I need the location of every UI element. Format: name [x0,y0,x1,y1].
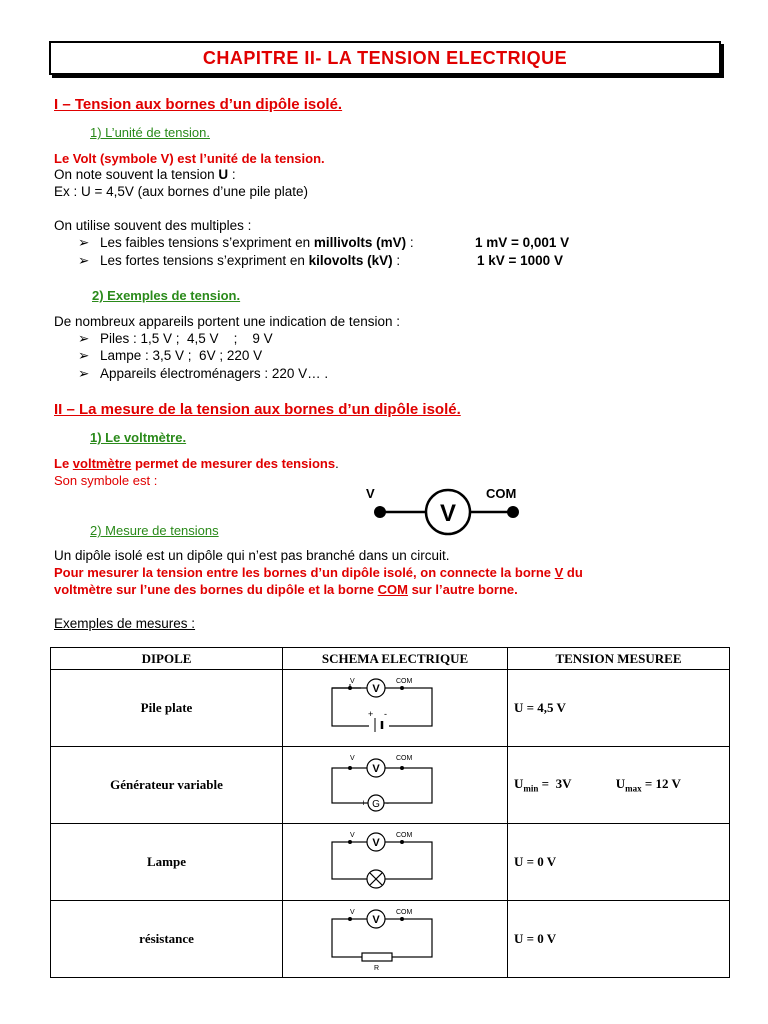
section2-heading: II – La mesure de la tension aux bornes d’un dipôle isolé. [54,401,461,418]
tension-note-suffix: : [228,167,236,182]
resistor-icon [362,953,392,961]
rule-part1: Pour mesurer la tension entre les bornes d’un dipôle isolé, on connecte la borne [54,565,555,580]
plus-sign: + [361,798,367,808]
measure-rule-line1 [54,564,583,581]
tension-cell [508,747,730,824]
umin-value: = 3V [538,776,572,792]
chapter-title: CHAPITRE II- LA TENSION ELECTRIQUE [202,47,568,68]
umax-value: = 12 V [641,776,681,792]
dipole-cell: Générateur variable [51,747,283,824]
mult2-value: 1 kV = 1000 V [477,253,563,268]
voltmeter-dot: . [335,456,339,471]
voltmeter-com-terminal-dot [507,506,519,518]
header-dipole: DIPOLE [51,648,283,670]
v-terminal [348,766,352,770]
section2-sub1: 1) Le voltmètre. [90,430,187,445]
multiple-item-mv [78,234,414,251]
v-label: V [350,832,355,839]
section1-sub1: 1) L’unité de tension. [90,125,210,140]
com-label: COM [396,755,413,762]
chapter-title-box [49,41,721,75]
arrow-bullet-icon: ➢ [78,235,90,250]
example-item-piles [78,330,273,347]
table-row [51,901,730,978]
mult2-unit: kilovolts (kV) [308,253,393,268]
multiple-item-kv [78,252,400,269]
volt-definition: Le Volt (symbole V) est l’unité de la tension. [54,151,325,166]
meter-letter: V [372,837,380,849]
table-row [51,670,730,747]
generator-circuit-diagram [283,747,507,819]
mult1-value: 1 mV = 0,001 V [475,235,570,250]
arrow-bullet-icon: ➢ [78,366,90,381]
mult1-unit: millivolts (mV) [313,235,407,250]
example-piles: Piles : 1,5 V ; 4,5 V ; 9 V [100,331,273,346]
com-terminal [400,686,404,690]
voltmeter-le: Le [54,456,73,471]
com-terminal [400,917,404,921]
voltmeter-word: voltmètre [72,456,132,471]
meter-letter: V [372,763,380,775]
dipole-cell: Pile plate [51,670,283,747]
umax-sub: max [625,783,642,794]
tension-note [54,166,236,183]
generator-letter: G [372,799,380,810]
voltmeter-symbol [360,484,530,544]
section2-sub2: 2) Mesure de tensions [90,523,219,538]
battery-circuit-diagram [283,670,507,742]
symbol-text: Son symbole est : [54,473,158,488]
header-schema: SCHEMA ELECTRIQUE [283,648,508,670]
schema-cell [283,670,508,747]
rule-line2a: voltmètre sur l’une des bornes du dipôle et la borne [54,582,378,597]
meter-letter: V [372,683,380,695]
rule-com-terminal: COM [377,582,408,597]
umax-label: U [615,776,626,792]
tension-cell: U = 0 V [508,901,730,978]
multiples-intro: On utilise souvent des multiples : [54,218,252,233]
section1-heading: I – Tension aux bornes d’un dipôle isolé. [54,96,343,113]
header-tension: TENSION MESUREE [508,648,730,670]
example-item-lampe [78,347,262,364]
voltmeter-com-terminal-label: COM [486,486,517,501]
schema-cell [283,747,508,824]
minus-sign: - [386,798,389,808]
arrow-bullet-icon: ➢ [78,348,90,363]
mult1-colon: : [406,235,414,250]
schema-cell [283,901,508,978]
v-label: V [350,755,355,762]
isolated-definition: Un dipôle isolé est un dipôle qui n’est pas branché dans un circuit. [54,548,450,563]
minus-sign: - [384,709,387,719]
table-header-row [51,648,730,670]
rule-part2: du [563,565,583,580]
com-label: COM [396,832,413,839]
tension-symbol: U [218,167,229,182]
umin-sub: min [523,783,539,794]
com-terminal [400,840,404,844]
voltmeter-letter: V [439,500,457,527]
dipole-cell: résistance [51,901,283,978]
v-terminal [348,840,352,844]
example-appareils: Appareils électroménagers : 220 V… . [100,366,329,381]
com-label: COM [396,678,413,685]
tension-cell: U = 4,5 V [508,670,730,747]
mult2-prefix: Les fortes tensions s’expriment en [100,253,309,268]
arrow-bullet-icon: ➢ [78,331,90,346]
resistor-circuit-diagram [283,901,507,973]
tension-example: Ex : U = 4,5V (aux bornes d’une pile plate) [54,184,309,199]
umin-label: U [514,776,524,792]
rule-v-terminal: V [554,565,564,580]
table-row [51,824,730,901]
voltmeter-v-terminal-dot [374,506,386,518]
tension-cell: U = 0 V [508,824,730,901]
dipole-cell: Lampe [51,824,283,901]
com-label: COM [396,909,413,916]
schema-cell [283,824,508,901]
measure-rule-line2 [54,581,518,598]
example-lampe: Lampe : 3,5 V ; 6V ; 220 V [100,348,263,363]
examples-label: Exemples de mesures : [54,616,196,631]
plus-sign: + [368,709,374,719]
voltmeter-v-terminal-label: V [366,486,375,501]
resistor-label: R [374,965,380,972]
voltmeter-rest: permet de mesurer des tensions [131,456,336,471]
v-terminal [348,686,352,690]
v-label: V [350,678,355,685]
measurements-table [50,647,730,978]
meter-letter: V [372,914,380,926]
v-label: V [350,909,355,916]
com-terminal [400,766,404,770]
rule-line2b: sur l’autre borne. [407,582,518,597]
examples-intro: De nombreux appareils portent une indication de tension : [54,314,400,329]
mult1-prefix: Les faibles tensions s’expriment en [100,235,314,250]
tension-note-prefix: On note souvent la tension [54,167,219,182]
lamp-circuit-diagram [283,824,507,896]
example-item-appareils [78,365,328,382]
arrow-bullet-icon: ➢ [78,253,90,268]
battery-gap [369,720,389,732]
table-row [51,747,730,824]
mult2-colon: : [392,253,401,268]
section1-sub2: 2) Exemples de tension. [92,288,241,303]
voltmeter-definition [54,455,339,472]
v-terminal [348,917,352,921]
